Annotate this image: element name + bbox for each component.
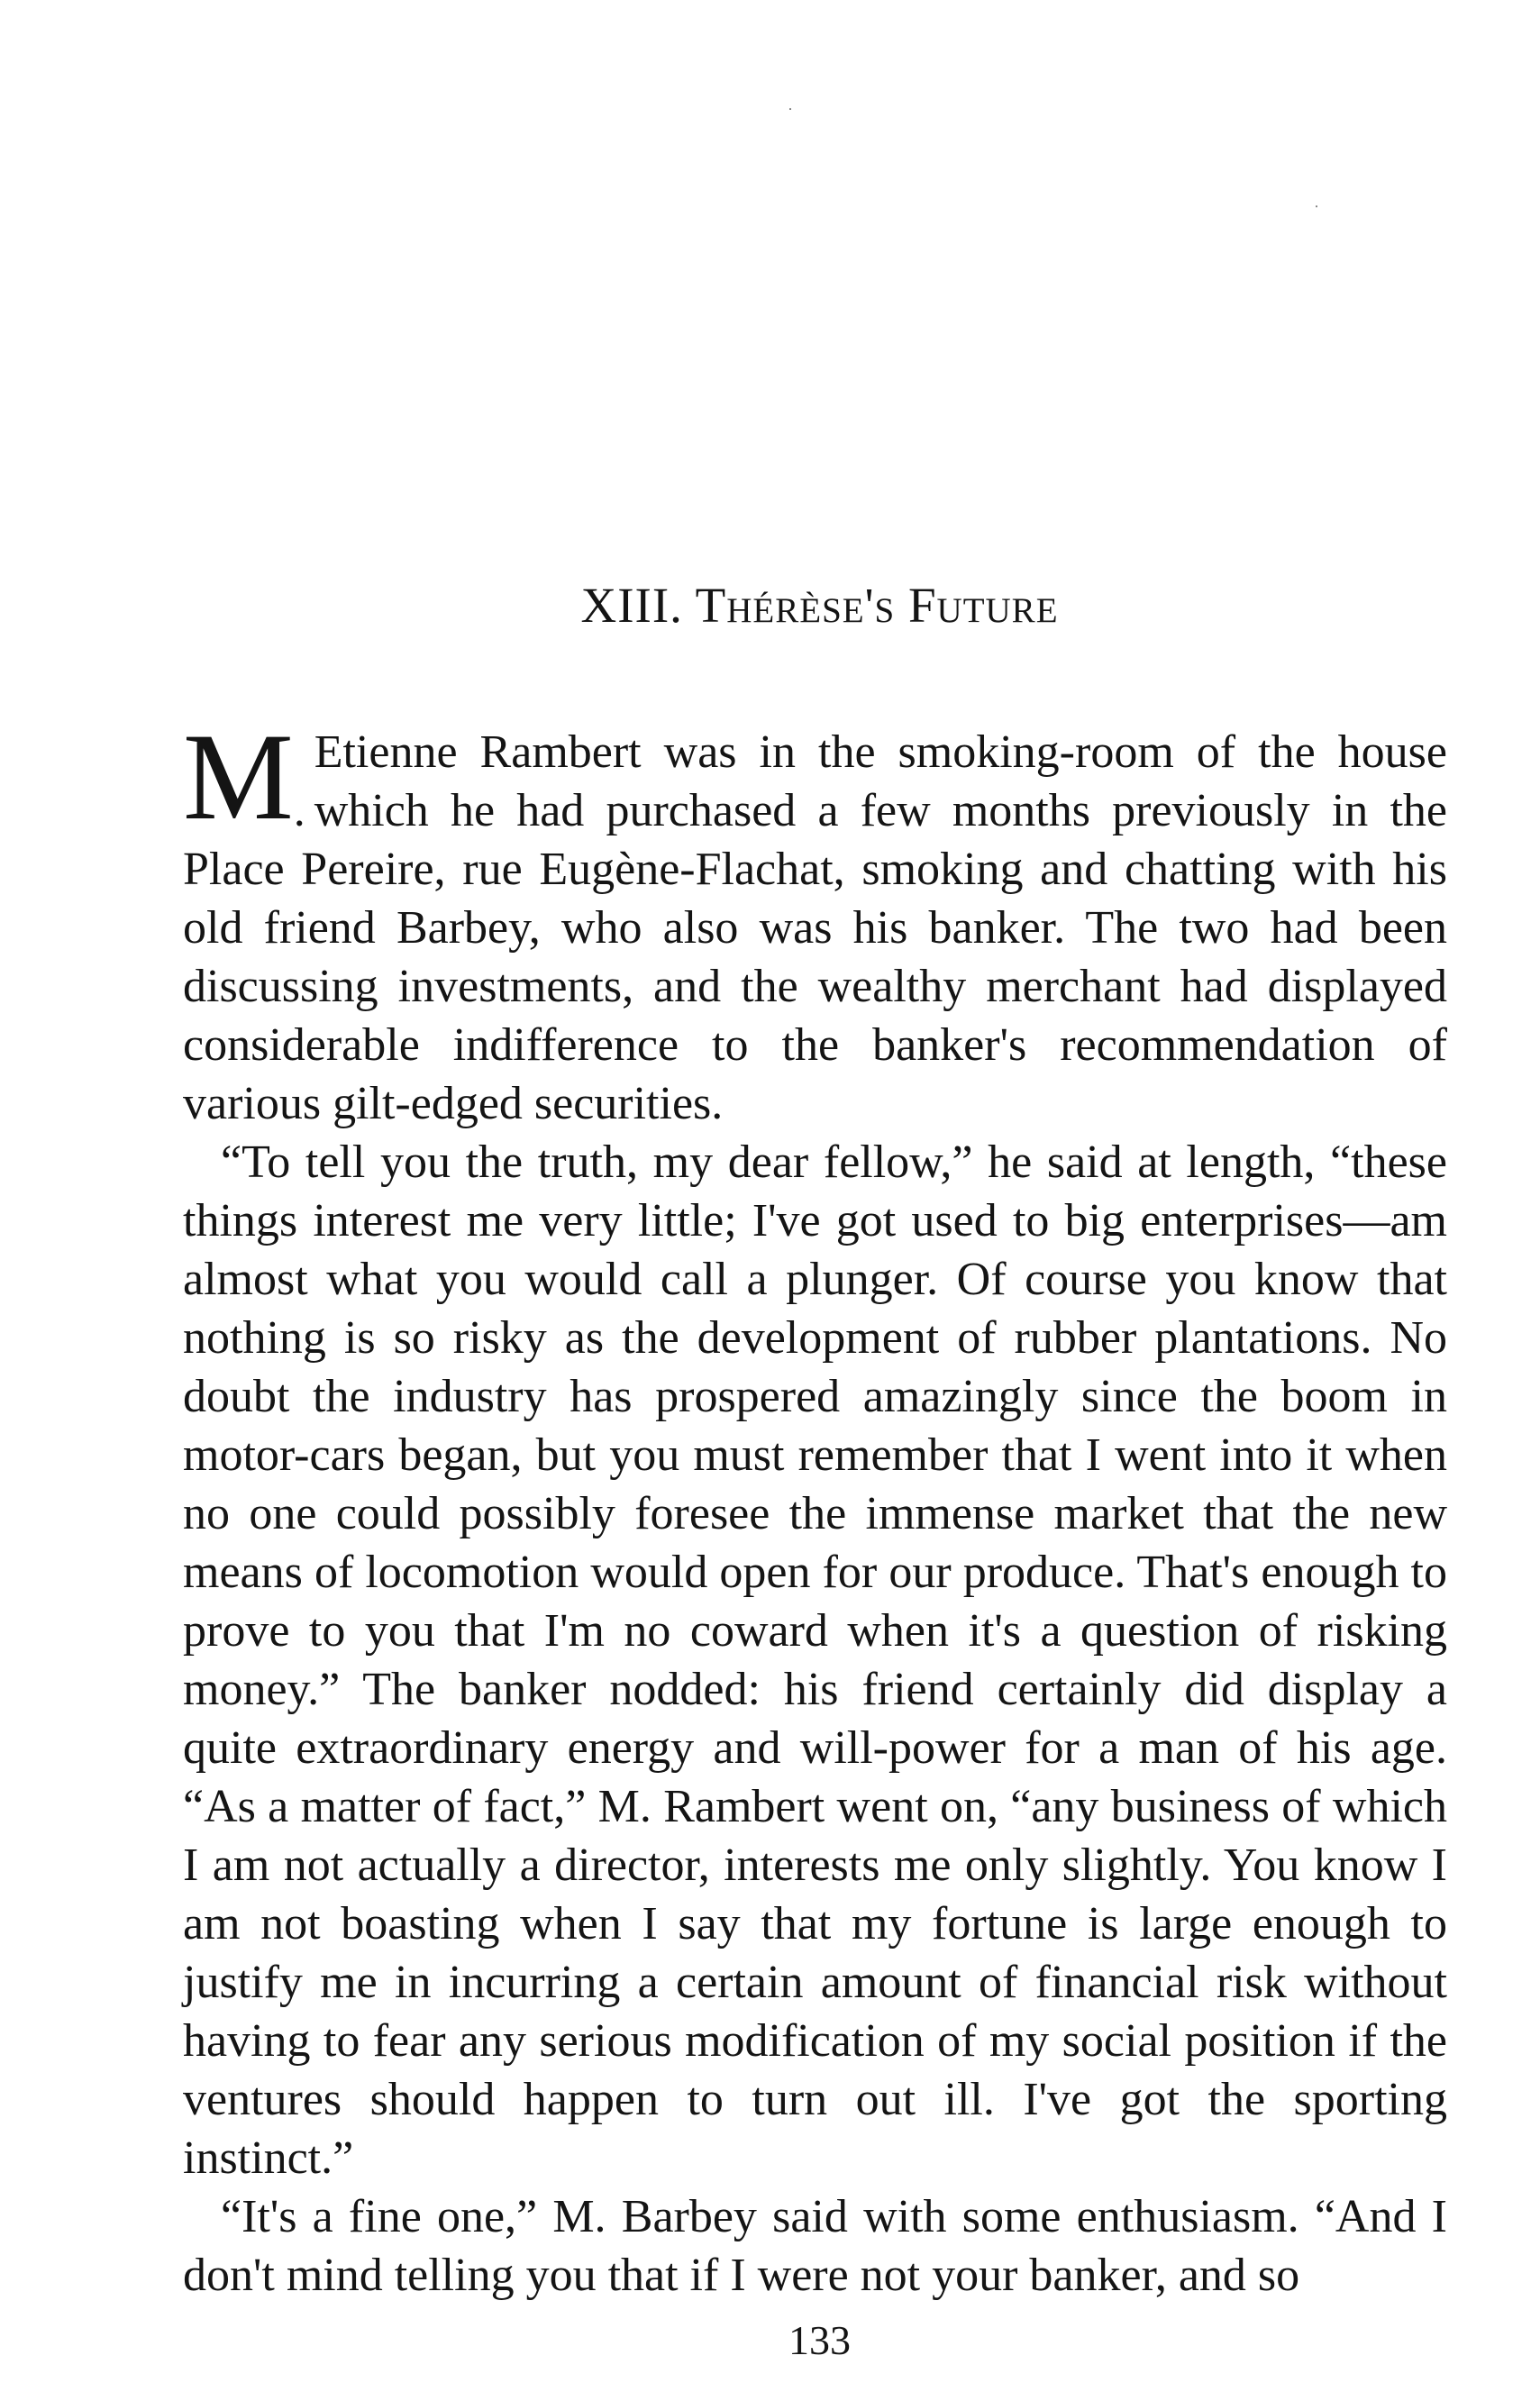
page-number: 133: [788, 2317, 851, 2363]
body-text: [183, 708, 1447, 2305]
paragraph-text: Etienne Rambert was in the smoking-room of the house which he had purchased a few months previously in the Place Pereire, rue Eugène-Flachat, smoking and chatting with his old friend Barbey, who also was his banker. The two had been discussing investments, and the wealthy merchant had displayed considerable indifference to the banker's recommendation of various gilt-edged securities.: [183, 726, 1447, 1129]
drop-cap-dot: .: [293, 785, 305, 836]
paragraph: “To tell you the truth, my dear fellow,” he said at length, “these things interest me very little; I've got used to big enterprises—am almost what you would call a plunger. Of course you know that nothing is so risky as the development of rubber plantations. No doubt the industry has prospered amazingly since the boom in motor-cars began, but you must remember that I went into it when no one could possibly foresee the immense market that the new means of locomotion would open for our produce. That's enough to prove to you that I'm no coward when it's a question of risking money.” The banker nodded: his friend certainly did display a quite extraordinary energy and will-power for a man of his age. “As a matter of fact,” M. Rambert went on, “any business of which I am not actually a director, interests me only slightly. You know I am not boasting when I say that my fortune is large enough to justify me in incurring a certain amount of financial risk without having to fear any serious modification of my social position if the ventures should happen to turn out ill. I've got the sporting instinct.”: [183, 1137, 1447, 2184]
scan-speck: [789, 108, 791, 110]
paragraph: “It's a fine one,” M. Barbey said with some enthusiasm. “And I don't mind telling you that if I were not your banker, and so: [183, 2191, 1447, 2301]
paragraph-opening: [183, 708, 1447, 1133]
drop-cap: M: [183, 708, 294, 845]
scan-speck: [1316, 205, 1317, 207]
chapter-title: XIII. Thérèse's Future: [580, 578, 1059, 633]
